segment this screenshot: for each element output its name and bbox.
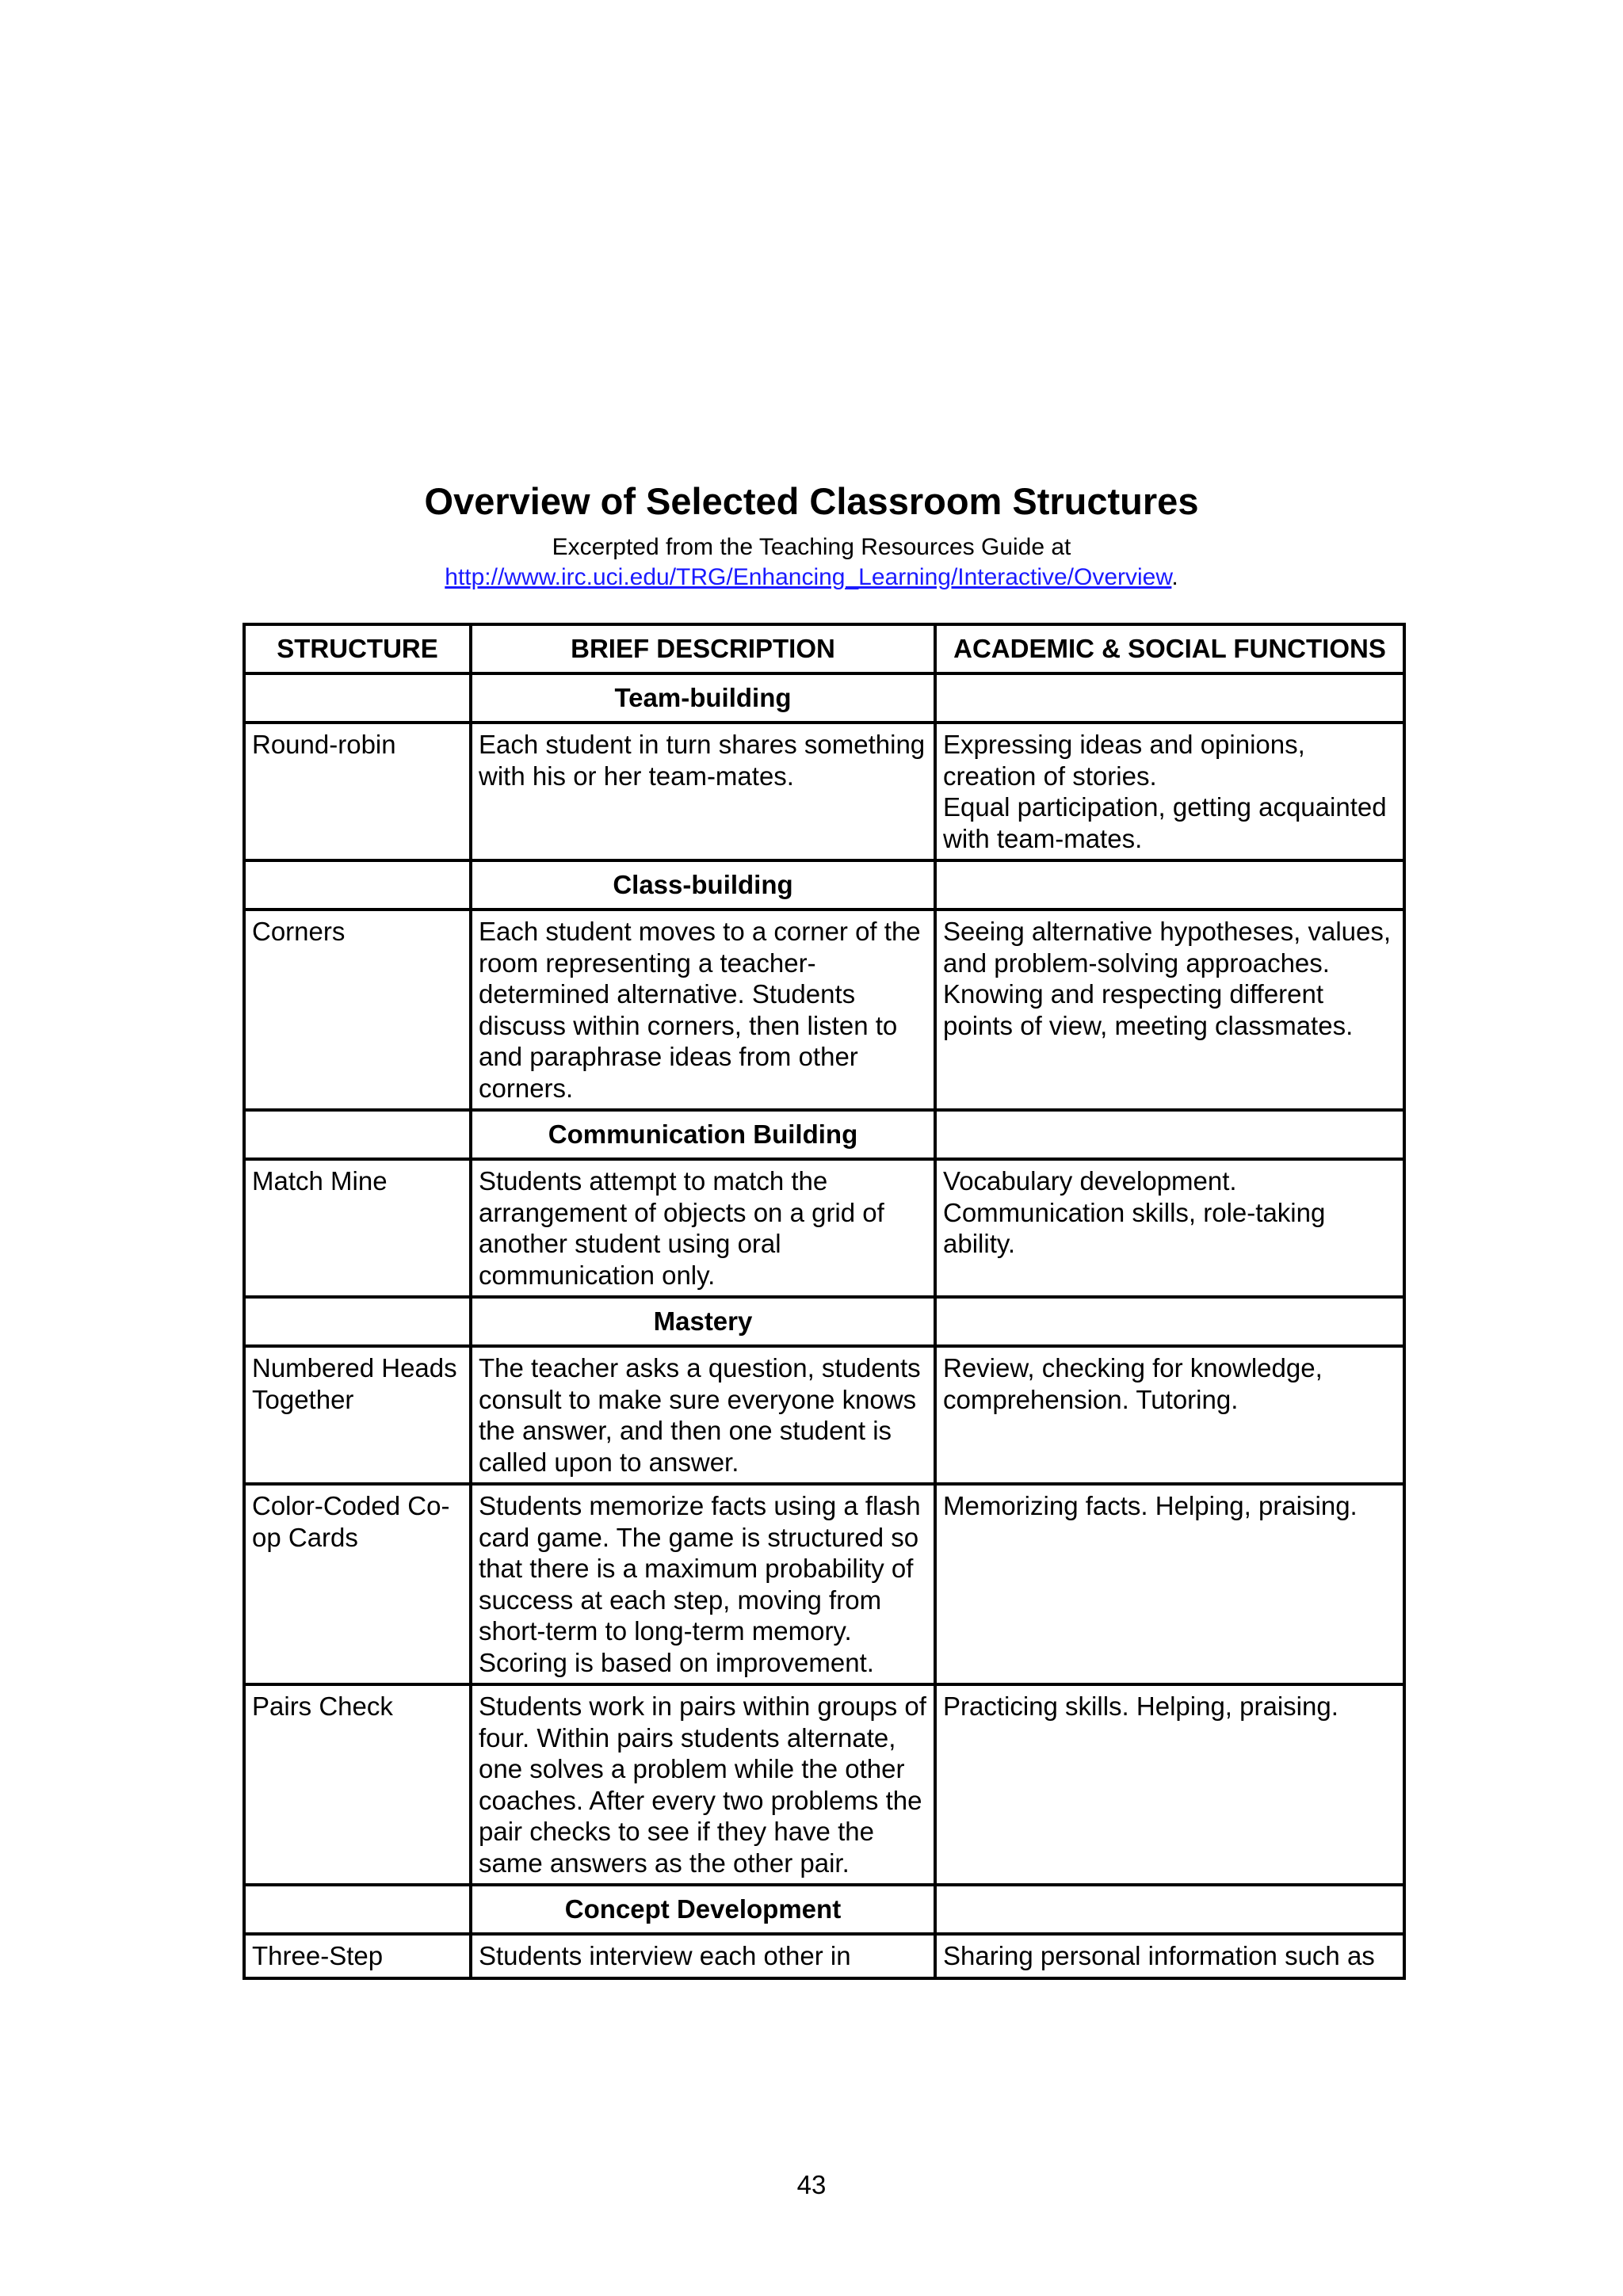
category-empty-cell bbox=[935, 1297, 1404, 1346]
functions-social: Knowing and respecting different points of view, meeting classmates. bbox=[943, 979, 1354, 1040]
description-cell: The teacher asks a question, students consult to make sure everyone knows the answer, and then one student is called upon to answer. bbox=[471, 1346, 935, 1484]
functions-academic: Seeing alternative hypotheses, values, and problem-solving approaches. bbox=[943, 917, 1392, 978]
functions-cell bbox=[935, 1346, 1404, 1484]
functions-cell bbox=[935, 910, 1404, 1110]
category-class-building: Class-building bbox=[471, 860, 935, 910]
functions-cell bbox=[935, 1684, 1404, 1885]
description-cell: Students attempt to match the arrangement of objects on a grid of another student using oral communication only. bbox=[471, 1159, 935, 1297]
page-number: 43 bbox=[796, 2170, 827, 2199]
functions-academic: Review, checking for knowledge, comprehension. Tutoring. bbox=[943, 1353, 1323, 1414]
source-caption: Excerpted from the Teaching Resources Guide at bbox=[552, 534, 1071, 560]
category-empty-cell bbox=[244, 860, 471, 910]
category-empty-cell bbox=[244, 1110, 471, 1159]
page-title: Overview of Selected Classroom Structures bbox=[424, 480, 1199, 522]
functions-social: Equal participation, getting acquainted with team-mates. bbox=[943, 792, 1387, 853]
functions-social: Communication skills, role-taking ability. bbox=[943, 1197, 1326, 1258]
table-header-row bbox=[244, 624, 1404, 673]
description-cell: Students memorize facts using a flash card game. The game is structured so that there is a maximum probability of success at each step, moving from short-term to long-term memory. Scoring is based on improvement. bbox=[471, 1484, 935, 1684]
category-communication-building: Communication Building bbox=[471, 1110, 935, 1159]
functions-cell bbox=[935, 723, 1404, 860]
description-cell: Each student moves to a corner of the room representing a teacher-determined alternative. Students discuss within corners, then listen to and paraphrase ideas from other corners. bbox=[471, 910, 935, 1110]
category-empty-cell bbox=[935, 860, 1404, 910]
functions-cell bbox=[935, 1159, 1404, 1297]
table-row bbox=[244, 910, 1404, 1110]
table-row bbox=[244, 1484, 1404, 1684]
category-empty-cell bbox=[935, 673, 1404, 723]
source-suffix: . bbox=[1171, 564, 1178, 590]
structure-cell: Round-robin bbox=[244, 723, 471, 860]
table-row bbox=[244, 1934, 1404, 1978]
category-row bbox=[244, 1110, 1404, 1159]
description-cell: Each student in turn shares something with his or her team-mates. bbox=[471, 723, 935, 860]
header-description: BRIEF DESCRIPTION bbox=[471, 624, 935, 673]
structure-cell: Pairs Check bbox=[244, 1684, 471, 1885]
category-row bbox=[244, 1297, 1404, 1346]
description-cell: Students work in pairs within groups of four. Within pairs students alternate, one solves a problem while the other coaches. After every two problems the pair checks to see if they have the same answers as the other pair. bbox=[471, 1684, 935, 1885]
table-row bbox=[244, 1159, 1404, 1297]
functions-academic: Vocabulary development. bbox=[943, 1166, 1237, 1196]
category-row bbox=[244, 673, 1404, 723]
structures-table bbox=[242, 623, 1406, 1980]
functions-cell bbox=[935, 1934, 1404, 1978]
structure-cell: Corners bbox=[244, 910, 471, 1110]
structure-cell: Match Mine bbox=[244, 1159, 471, 1297]
header-structure: STRUCTURE bbox=[244, 624, 471, 673]
category-empty-cell bbox=[244, 1297, 471, 1346]
functions-academic: Memorizing facts. Helping, praising. bbox=[943, 1491, 1358, 1520]
functions-cell bbox=[935, 1484, 1404, 1684]
structure-cell: Three-Step bbox=[244, 1934, 471, 1978]
table-row bbox=[244, 1684, 1404, 1885]
category-concept-development: Concept Development bbox=[471, 1885, 935, 1934]
category-empty-cell bbox=[935, 1885, 1404, 1934]
structure-cell: Numbered Heads Together bbox=[244, 1346, 471, 1484]
header-functions: ACADEMIC & SOCIAL FUNCTIONS bbox=[935, 624, 1404, 673]
category-empty-cell bbox=[244, 1885, 471, 1934]
category-empty-cell bbox=[935, 1110, 1404, 1159]
source-link[interactable]: http://www.irc.uci.edu/TRG/Enhancing_Learning/Interactive/Overview bbox=[445, 564, 1172, 590]
functions-academic: Sharing personal information such as bbox=[943, 1941, 1375, 1970]
table-row bbox=[244, 723, 1404, 860]
category-row bbox=[244, 860, 1404, 910]
category-team-building: Team-building bbox=[471, 673, 935, 723]
category-mastery: Mastery bbox=[471, 1297, 935, 1346]
functions-academic: Practicing skills. Helping, praising. bbox=[943, 1691, 1338, 1721]
source-line bbox=[0, 563, 1623, 593]
description-cell: Students interview each other in bbox=[471, 1934, 935, 1978]
functions-academic: Expressing ideas and opinions, creation of stories. bbox=[943, 730, 1305, 791]
table-row bbox=[244, 1346, 1404, 1484]
category-row bbox=[244, 1885, 1404, 1934]
structure-cell: Color-Coded Co-op Cards bbox=[244, 1484, 471, 1684]
category-empty-cell bbox=[244, 673, 471, 723]
